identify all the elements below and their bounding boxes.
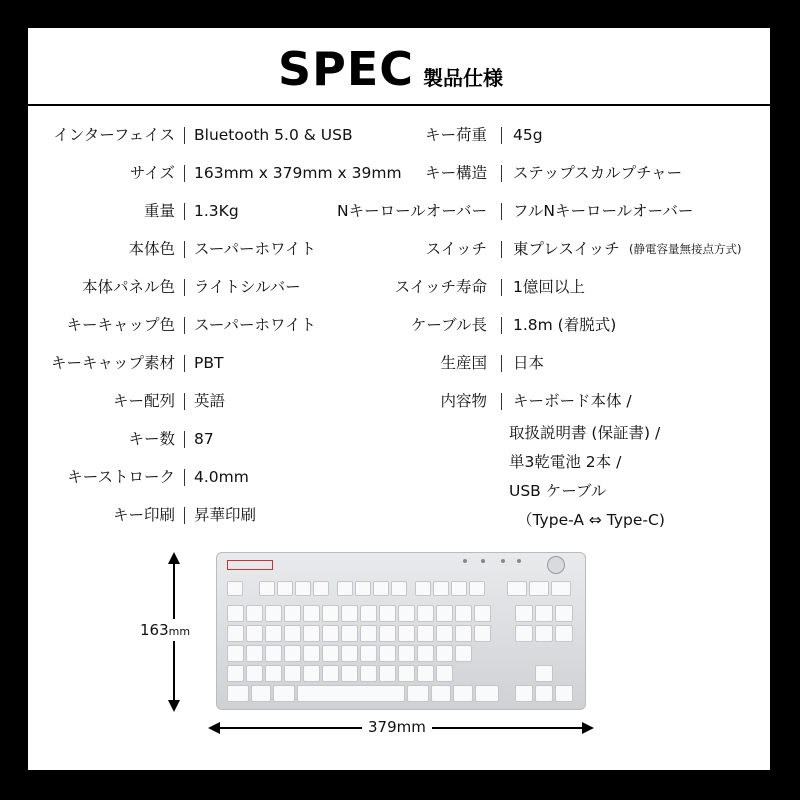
keycap (535, 685, 553, 702)
keycap (303, 645, 320, 662)
keycap (360, 605, 377, 622)
spec-value: 英語 (194, 392, 226, 410)
spec-label: キーキャップ素材 (50, 354, 175, 372)
spec-value: ステップスカルプチャー (513, 164, 683, 182)
keycap (379, 625, 396, 642)
keyboard-image (216, 552, 586, 710)
arrow-right-icon (582, 722, 594, 734)
keycap (341, 605, 358, 622)
height-dimension-label: 163mm (140, 621, 191, 639)
separator-bar (501, 127, 502, 144)
spec-value: スーパーホワイト (194, 240, 316, 258)
spec-label: サイズ (129, 164, 175, 182)
keycap (360, 645, 377, 662)
spec-sheet (28, 28, 770, 770)
keycap (507, 581, 527, 596)
spec-label: キー荷重 (424, 126, 487, 144)
keycap (337, 581, 353, 596)
spec-value: 1億回以上 (513, 278, 585, 296)
keycap (303, 625, 320, 642)
spec-value: 東プレスイッチ (513, 240, 620, 258)
brand-logo (227, 560, 273, 570)
spec-row (28, 161, 770, 185)
spec-row (28, 389, 770, 413)
page-title: SPEC (278, 42, 415, 96)
spec-label: インターフェイス (53, 126, 175, 144)
separator-bar (501, 241, 502, 258)
keycap (398, 625, 415, 642)
keycap (373, 581, 389, 596)
separator-bar (184, 431, 185, 448)
keycap (398, 665, 415, 682)
keycap (284, 605, 301, 622)
separator-bar (501, 165, 502, 182)
keycap (265, 645, 282, 662)
keycap (455, 625, 472, 642)
keycap (313, 581, 329, 596)
keycap (284, 645, 301, 662)
keycap (515, 605, 533, 622)
separator-bar (501, 279, 502, 296)
keycap (398, 645, 415, 662)
keycap (474, 605, 491, 622)
keycap (246, 645, 263, 662)
keycap (555, 605, 573, 622)
keycap (455, 605, 472, 622)
keycap (436, 665, 453, 682)
spec-row (28, 275, 770, 299)
keycap (436, 645, 453, 662)
spec-value: 4.0mm (194, 468, 249, 486)
width-dimension-label: 379mm (362, 718, 432, 736)
keycap (436, 625, 453, 642)
keycap (417, 605, 434, 622)
separator-bar (184, 507, 185, 524)
keycap (475, 685, 499, 702)
keycap (455, 645, 472, 662)
spec-label: 本体色 (128, 240, 175, 258)
separator-bar (501, 203, 502, 220)
keycap (227, 605, 244, 622)
spec-label: 生産国 (440, 354, 487, 372)
page-subtitle: 製品仕様 (423, 66, 503, 90)
spec-value: 1.3Kg (194, 202, 239, 220)
keycap (284, 625, 301, 642)
spec-row (28, 313, 770, 337)
keycap (453, 685, 473, 702)
keycap (341, 665, 358, 682)
spec-row (28, 465, 770, 489)
spec-value: 87 (194, 430, 214, 448)
keycap (355, 581, 371, 596)
keycap (436, 605, 453, 622)
keycap (259, 581, 275, 596)
keycap (227, 665, 244, 682)
spec-row (28, 237, 770, 261)
keycap (433, 581, 449, 596)
keycap (379, 645, 396, 662)
keycap (515, 685, 533, 702)
keycap (341, 625, 358, 642)
contents-line: 単3乾電池 2本 / (509, 453, 622, 471)
keycap (360, 625, 377, 642)
keycap (265, 665, 282, 682)
keycap (227, 645, 244, 662)
spec-value: キーボード本体 / (513, 392, 632, 410)
keycap (431, 685, 451, 702)
keycap (322, 625, 339, 642)
separator-bar (501, 317, 502, 334)
spec-label: キーキャップ色 (66, 316, 175, 334)
spec-value: 1.8m (着脱式) (513, 316, 617, 334)
title-divider (28, 104, 770, 106)
keycap (322, 645, 339, 662)
keycap (535, 625, 553, 642)
keycap (265, 625, 282, 642)
keycap (265, 605, 282, 622)
keycap (555, 685, 573, 702)
keycap (227, 581, 243, 596)
spec-value: 日本 (513, 354, 545, 372)
spec-label: キー配列 (112, 392, 175, 410)
keycap (322, 665, 339, 682)
keycap (417, 665, 434, 682)
spec-label: スイッチ寿命 (394, 278, 487, 296)
keycap (246, 665, 263, 682)
spec-label: キーストローク (67, 468, 175, 486)
spec-row (28, 123, 770, 147)
spec-label: 重量 (143, 202, 175, 220)
keycap (303, 605, 320, 622)
spec-label: キー数 (128, 430, 175, 448)
spec-label: スイッチ (425, 240, 487, 258)
keycap (407, 685, 429, 702)
title-band (28, 28, 770, 106)
spec-value: フルNキーロールオーバー (513, 202, 694, 220)
keycap (529, 581, 549, 596)
spec-label: ケーブル長 (410, 316, 487, 334)
spec-value: スーパーホワイト (194, 316, 316, 334)
keycap (535, 665, 553, 682)
spec-value: 163mm x 379mm x 39mm (194, 164, 402, 182)
keycap (360, 665, 377, 682)
keycap (398, 605, 415, 622)
separator-bar (501, 393, 502, 410)
spec-label: 内容物 (440, 392, 487, 410)
keycap (284, 665, 301, 682)
contents-line: USB ケーブル (509, 482, 607, 500)
keycap (246, 625, 263, 642)
keycap (251, 685, 271, 702)
keycap (277, 581, 293, 596)
keycap (555, 625, 573, 642)
contents-line: 取扱説明書 (保証書) / (509, 424, 661, 442)
keycap (417, 625, 434, 642)
spec-note: (静電容量無接点方式) (629, 242, 742, 256)
spec-label: 本体パネル色 (81, 278, 175, 296)
contents-line: （Type-A ⇔ Type-C) (517, 511, 665, 529)
indicator-leds (463, 559, 523, 569)
keycap (295, 581, 311, 596)
separator-bar (184, 469, 185, 486)
keycap (474, 625, 491, 642)
spec-value: ライトシルバー (194, 278, 301, 296)
spec-value: 45g (513, 126, 543, 144)
spec-label: キー印刷 (112, 506, 175, 524)
keycap (297, 685, 405, 702)
keycap (469, 581, 485, 596)
spec-row (28, 351, 770, 375)
keycap (551, 581, 571, 596)
keycap (273, 685, 295, 702)
spec-label: キー構造 (424, 164, 487, 182)
keycap (379, 665, 396, 682)
keycap (246, 605, 263, 622)
spec-label: Nキーロールオーバー (336, 202, 487, 220)
keycap (515, 625, 533, 642)
keycap (451, 581, 467, 596)
spec-value: Bluetooth 5.0 & USB (194, 126, 353, 144)
separator-bar (501, 355, 502, 372)
arrow-down-icon (168, 700, 180, 712)
spec-value: 昇華印刷 (194, 506, 257, 524)
keycap (227, 625, 244, 642)
keycap (415, 581, 431, 596)
keycap (535, 605, 553, 622)
keycap (341, 645, 358, 662)
keycap (227, 685, 249, 702)
keycap (417, 645, 434, 662)
keycap (379, 605, 396, 622)
spec-row (28, 199, 770, 223)
keycap (391, 581, 407, 596)
keycap (303, 665, 320, 682)
volume-knob (547, 556, 565, 574)
spec-value: PBT (194, 354, 224, 372)
keycap (322, 605, 339, 622)
